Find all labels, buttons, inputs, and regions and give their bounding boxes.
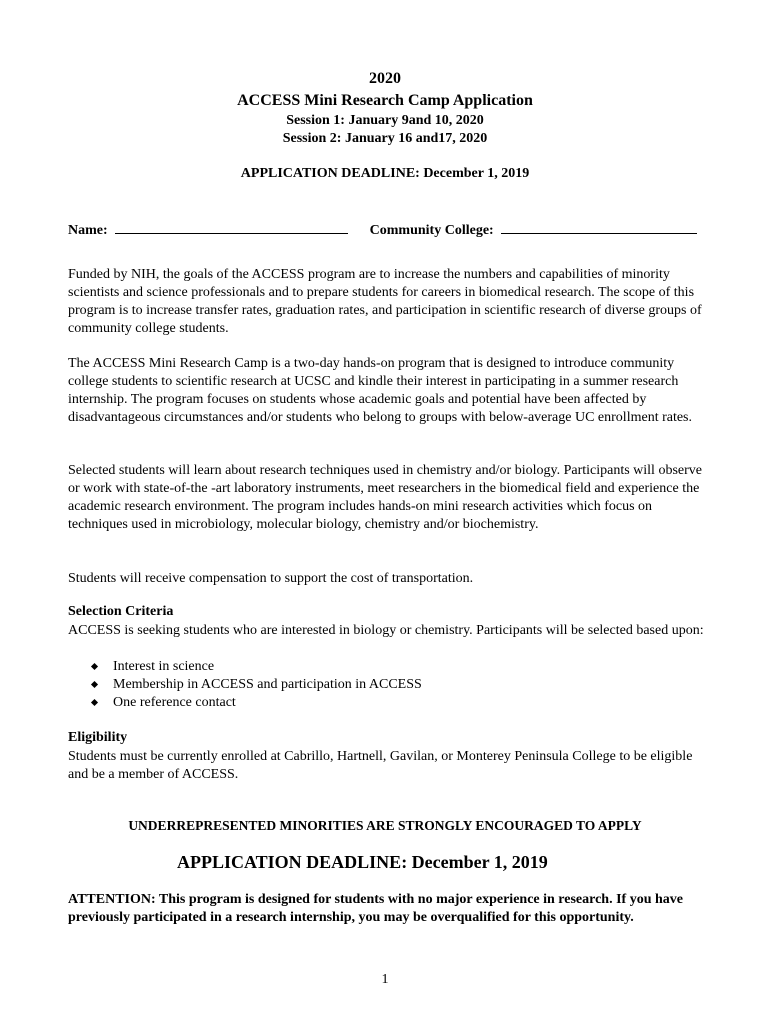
selection-criteria-heading: Selection Criteria: [68, 604, 174, 619]
community-college-field[interactable]: [501, 219, 697, 234]
paragraph-research-techniques: Selected students will learn about research techniques used in chemistry and/or biology. Participants will observe or work with state-of-the -art laboratory instruments, meet researchers in the biomedical field and experience the academic research environment. The program includes hands-on mini research activities which focus on techniques used in microbiology, molecular biology, chemistry and/or biochemistry.: [68, 463, 702, 532]
paragraph-compensation: Students will receive compensation to support the cost of transportation.: [68, 571, 474, 586]
list-item-text: Interest in science: [113, 659, 215, 674]
application-deadline-large: APPLICATION DEADLINE: December 1, 2019: [177, 852, 548, 872]
list-item-text: One reference contact: [113, 695, 236, 710]
session-1-dates: Session 1: January 9and 10, 2020: [286, 113, 484, 128]
selection-criteria-list: [90, 658, 422, 712]
list-item: [90, 694, 422, 712]
document-year: 2020: [369, 70, 401, 87]
underrepresented-notice: UNDERREPRESENTED MINORITIES ARE STRONGLY ENCOURAGED TO APPLY: [128, 818, 642, 833]
list-item: [90, 658, 422, 676]
application-deadline-top: APPLICATION DEADLINE: December 1, 2019: [240, 166, 530, 181]
attention-notice: ATTENTION: This program is designed for students with no major experience in research. If you have previously participated in a research internship, you may be overqualified for this opportunity.: [68, 892, 683, 925]
community-college-label: Community College:: [369, 223, 494, 238]
paragraph-nih-goals: Funded by NIH, the goals of the ACCESS program are to increase the numbers and capabilities of minority scientists and science professionals and to prepare students for careers in biomedical research. The scope of this program is to increase transfer rates, graduation rates, and participation in scientific research of diverse groups of community college students.: [68, 267, 702, 336]
list-item-text: Membership in ACCESS and participation in ACCESS: [113, 677, 422, 692]
list-item: [90, 676, 422, 694]
name-field[interactable]: [115, 219, 348, 234]
applicant-fields: [68, 219, 697, 239]
document-title: ACCESS Mini Research Camp Application: [237, 92, 533, 109]
diamond-bullet-icon: [91, 699, 98, 706]
diamond-bullet-icon: [91, 663, 98, 670]
page-number: 1: [381, 972, 389, 987]
eligibility-text: Students must be currently enrolled at Cabrillo, Hartnell, Gavilan, or Monterey Peninsula College to be eligible and be a member of ACCESS.: [68, 749, 693, 782]
eligibility-heading: Eligibility: [68, 730, 128, 745]
selection-criteria-intro: ACCESS is seeking students who are interested in biology or chemistry. Participants will be selected based upon:: [68, 623, 704, 638]
diamond-bullet-icon: [91, 681, 98, 688]
name-label: Name:: [68, 223, 108, 238]
session-2-dates: Session 2: January 16 and17, 2020: [282, 131, 488, 146]
paragraph-camp-description: The ACCESS Mini Research Camp is a two-day hands-on program that is designed to introduce community college students to scientific research at UCSC and kindle their interest in participating in a summer research internship. The program focuses on students whose academic goals and potential have been affected by disadvantageous circumstances and/or students who belong to groups with below-average UC enrollment rates.: [68, 356, 693, 425]
